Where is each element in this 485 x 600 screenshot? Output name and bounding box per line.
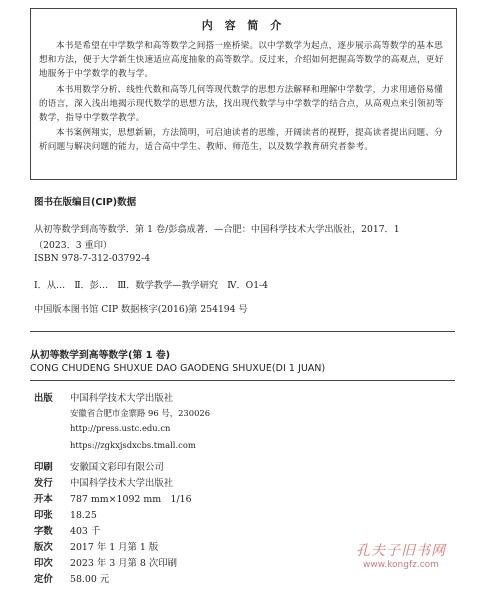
publisher-label: 出版 xyxy=(34,393,53,404)
format-row xyxy=(34,491,192,505)
publisher-url-2: https://zgkxjsdxcbs.tmall.com xyxy=(70,440,196,450)
row-label: 印次 xyxy=(34,558,53,569)
row-value: 安徽国文彩印有限公司 xyxy=(70,462,164,473)
publisher-value: 中国科学技术大学出版社 xyxy=(70,393,174,404)
edition-row xyxy=(34,539,158,553)
cip-line-reprint: （2023．3 重印） xyxy=(34,240,113,251)
summary-paragraph: 本书案例翔实，思想新颖，方法简明，可启迪读者的思维，开阔读者的视野，提高读者提出问题、分析问题与解决问题的能力，适合高中学生、教师、师范生，以及数学教育研究者参考。 xyxy=(39,128,443,153)
printing-row xyxy=(34,555,177,569)
row-label: 字数 xyxy=(34,526,53,537)
summary-paragraph: 本书是希望在中学数学和高等数学之间搭一座桥梁。以中学数学为起点，逐步展示高等数学的基本思想和方法，便于大学新生快速适应高度抽象的高等数学。反过来，介绍如何把握高等数学的高观点，更好地服务于中学数学的教与学。 xyxy=(39,41,444,80)
row-value: 2017 年 1 月第 1 版 xyxy=(70,542,159,553)
publisher-row xyxy=(34,390,173,404)
row-label: 印张 xyxy=(34,510,53,521)
watermark-text: 孔夫子旧书网 xyxy=(356,543,446,559)
content-summary-title: 内 容 简 介 xyxy=(201,19,286,32)
word-count-row xyxy=(34,523,100,537)
row-label: 印刷 xyxy=(34,462,53,473)
watermark-url: www.kongfz.com xyxy=(363,560,439,570)
row-value: 403 千 xyxy=(70,526,101,537)
price-row xyxy=(34,571,109,585)
sheets-row xyxy=(34,507,97,521)
row-label: 版次 xyxy=(34,542,53,553)
watermark xyxy=(356,540,446,570)
publisher-address: 安徽省合肥市金寨路 96 号，230026 xyxy=(70,408,211,418)
book-title: 从初等数学到高等数学(第 1 卷) xyxy=(30,350,171,361)
printer-row xyxy=(34,459,164,473)
row-value: 787 mm×1092 mm 1/16 xyxy=(70,494,192,505)
section-divider xyxy=(30,380,455,381)
cip-line-isbn: ISBN 978-7-312-03792-4 xyxy=(34,253,151,264)
section-divider xyxy=(30,331,455,332)
row-value: 2023 年 3 月第 8 次印刷 xyxy=(70,558,177,569)
summary-paragraph: 本书用数学分析、线性代数和高等几何等现代数学的思想方法解释和理解中学数学，力求用通俗易懂的语言，深入浅出地揭示现代数学的思想方法，找出现代数学与中学数学的结合点，从高观点来引领初等数学，指导中学数学教学。 xyxy=(39,84,444,124)
row-value: 18.25 xyxy=(70,510,97,521)
row-label: 开本 xyxy=(34,494,53,505)
cip-line-classification: Ⅰ．从… Ⅱ．彭… Ⅲ．数学教学—教学研究 Ⅳ．O1-4 xyxy=(34,280,268,291)
content-summary-box xyxy=(30,8,457,180)
row-label: 定价 xyxy=(34,574,53,585)
cip-line-catalog-number: 中国版本图书馆 CIP 数据核字(2016)第 254194 号 xyxy=(34,304,248,315)
row-label: 发行 xyxy=(34,478,53,489)
cip-line-citation: 从初等数学到高等数学．第 1 卷/彭翕成著．—合肥：中国科学技术大学出版社，2017．1 xyxy=(34,224,400,235)
row-value: 中国科学技术大学出版社 xyxy=(70,478,174,489)
book-title-pinyin: CONG CHUDENG SHUXUE DAO GAODENG SHUXUE(DI 1 JUAN) xyxy=(30,363,326,374)
cip-heading: 图书在版编目(CIP)数据 xyxy=(34,197,137,208)
row-value: 58.00 元 xyxy=(70,574,110,585)
distributor-row xyxy=(34,475,173,489)
publisher-url-1: http://press.ustc.edu.cn xyxy=(70,423,171,433)
